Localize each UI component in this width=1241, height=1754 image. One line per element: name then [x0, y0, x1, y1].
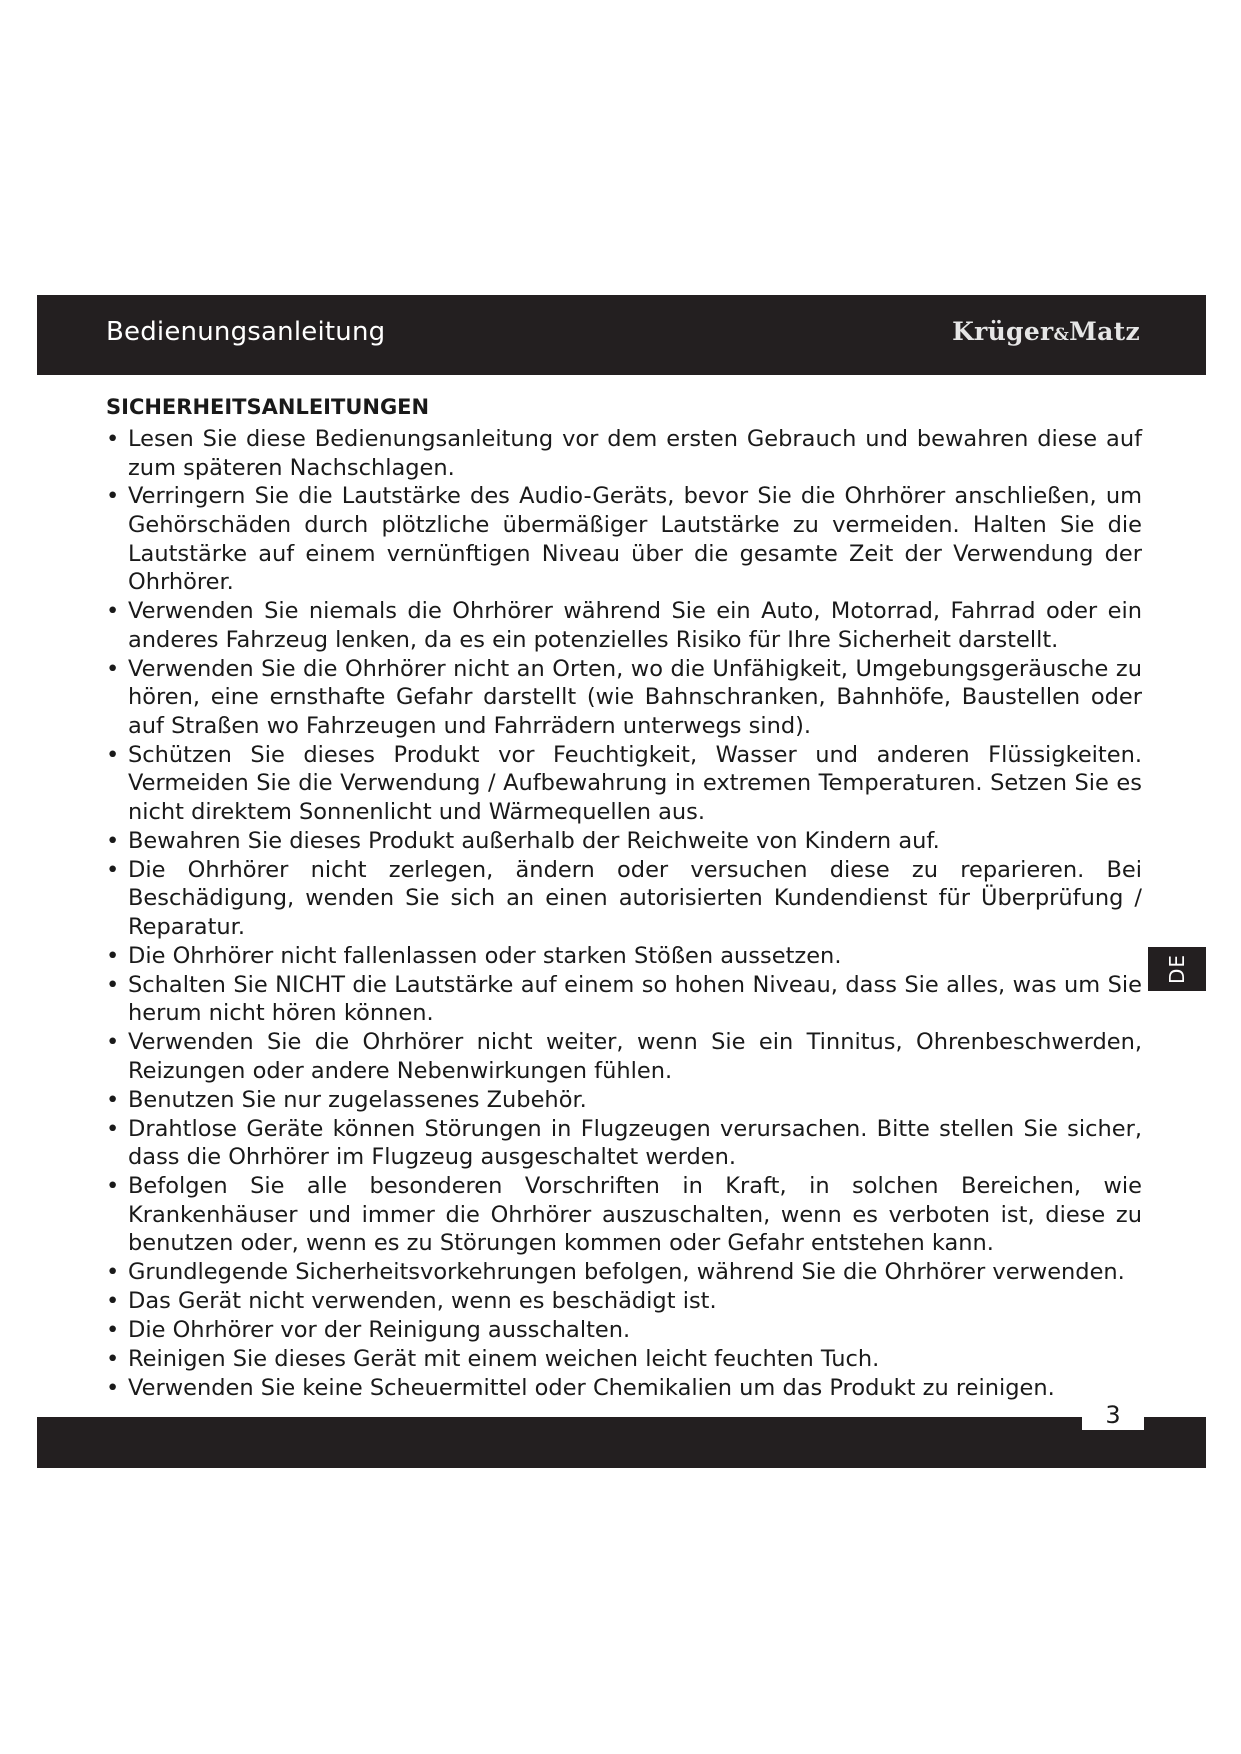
list-item: • Reinigen Sie dieses Gerät mit einem weichen leicht feuchten Tuch. — [106, 1345, 1142, 1374]
list-item: • Das Gerät nicht verwenden, wenn es beschädigt ist. — [106, 1287, 1142, 1316]
list-item: • Verwenden Sie niemals die Ohrhörer während Sie ein Auto, Motorrad, Fahrrad oder ein anderes Fahrzeug lenken, da es ein potenzielles Risiko für Ihre Sicherheit darstellt. — [106, 597, 1142, 654]
brand-logo — [952, 317, 1140, 346]
list-item: • Die Ohrhörer vor der Reinigung ausschalten. — [106, 1316, 1142, 1345]
brand-logo-main: Krüger — [952, 317, 1054, 346]
list-item: • Verwenden Sie die Ohrhörer nicht weiter, wenn Sie ein Tinnitus, Ohrenbeschwerden, Reizungen oder andere Nebenwirkungen fühlen. — [106, 1028, 1142, 1085]
list-item: • Verwenden Sie keine Scheuermittel oder Chemikalien um das Produkt zu reinigen. — [106, 1374, 1142, 1403]
page-number: 3 — [1082, 1400, 1144, 1430]
list-item: • Verwenden Sie die Ohrhörer nicht an Orten, wo die Unfähigkeit, Umgebungsgeräusche zu hören, eine ernsthafte Gefahr darstellt (wie Bahnschranken, Bahnhöfe, Baustellen oder auf Straßen wo Fahrzeugen und Fahrrädern unterwegs sind). — [106, 655, 1142, 741]
section-title: SICHERHEITSANLEITUNGEN — [106, 395, 430, 419]
list-item: • Befolgen Sie alle besonderen Vorschriften in Kraft, in solchen Bereichen, wie Krankenhäuser und immer die Ohrhörer auszuschalten, wenn es verboten ist, diese zu benutzen oder, wenn es zu Störungen kommen oder Gefahr entstehen kann. — [106, 1172, 1142, 1258]
manual-title: Bedienungsanleitung — [106, 317, 386, 347]
language-tab-label: DE — [1164, 953, 1189, 985]
language-tab — [1148, 947, 1206, 991]
list-item: • Drahtlose Geräte können Störungen in Flugzeugen verursachen. Bitte stellen Sie sicher, dass die Ohrhörer im Flugzeug ausgeschaltet werden. — [106, 1115, 1142, 1172]
list-item: • Benutzen Sie nur zugelassenes Zubehör. — [106, 1086, 1142, 1115]
brand-logo-tail: Matz — [1069, 317, 1140, 346]
list-item: • Die Ohrhörer nicht fallenlassen oder starken Stößen aussetzen. — [106, 942, 1142, 971]
list-item: • Schalten Sie NICHT die Lautstärke auf einem so hohen Niveau, dass Sie alles, was um Sie herum nicht hören können. — [106, 971, 1142, 1028]
header-bar — [37, 295, 1206, 375]
list-item: • Grundlegende Sicherheitsvorkehrungen befolgen, während Sie die Ohrhörer verwenden. — [106, 1258, 1142, 1287]
list-item: • Verringern Sie die Lautstärke des Audio-Geräts, bevor Sie die Ohrhörer anschließen, um Gehörschäden durch plötzliche übermäßiger Lautstärke zu vermeiden. Halten Sie die Lautstärke auf einem vernünftigen Niveau über die gesamte Zeit der Verwendung der Ohrhörer. — [106, 482, 1142, 596]
list-item: • Bewahren Sie dieses Produkt außerhalb der Reichweite von Kindern auf. — [106, 827, 1142, 856]
list-item: • Die Ohrhörer nicht zerlegen, ändern oder versuchen diese zu reparieren. Bei Beschädigung, wenden Sie sich an einen autorisierten Kundendienst für Überprüfung / Reparatur. — [106, 856, 1142, 942]
brand-logo-amp: & — [1053, 325, 1070, 345]
list-item: • Schützen Sie dieses Produkt vor Feuchtigkeit, Wasser und anderen Flüssigkeiten. Vermeiden Sie die Verwendung / Aufbewahrung in extremen Temperaturen. Setzen Sie es nicht direktem Sonnenlicht und Wärmequellen aus. — [106, 741, 1142, 827]
safety-section — [106, 394, 1142, 1403]
list-item: • Lesen Sie diese Bedienungsanleitung vor dem ersten Gebrauch und bewahren diese auf zum späteren Nachschlagen. — [106, 425, 1142, 482]
footer-bar — [37, 1417, 1206, 1468]
safety-rules-list — [106, 425, 1142, 1402]
